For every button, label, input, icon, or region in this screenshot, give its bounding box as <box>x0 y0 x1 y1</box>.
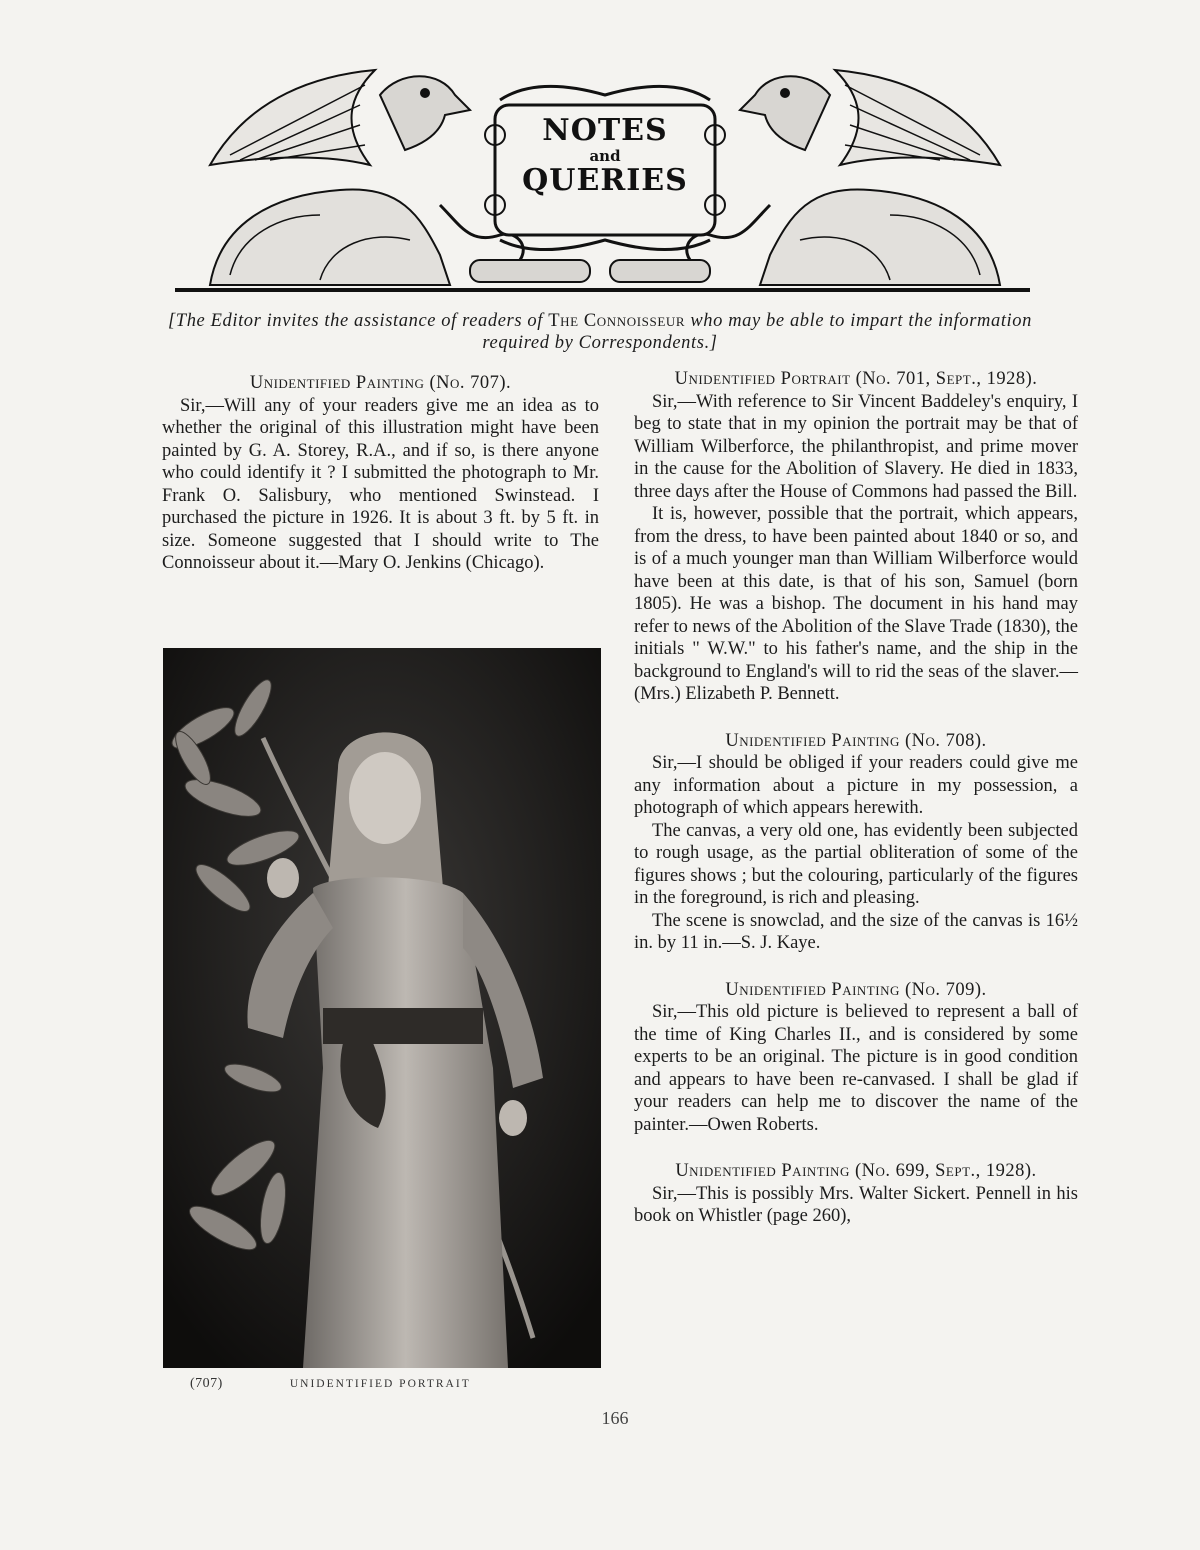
query-699-paragraph: Sir,—This is possibly Mrs. Walter Sickert. Pennell in his book on Whistler (page 260), <box>634 1183 1078 1226</box>
query-708-paragraph-3: The scene is snowclad, and the size of the canvas is 16½ in. by 11 in.—S. J. Kaye. <box>634 910 1078 953</box>
right-column <box>634 368 1078 1228</box>
query-701-heading: Unidentified Portrait (No. 701, Sept., 1928). <box>674 369 1038 389</box>
query-701-paragraph-2: It is, however, possible that the portrait, which appears, from the dress, to have been painted about 1840 or so, and is of a much younger man than William Wilberforce would have been at this date, is that of his son, Samuel (born 1805). He was a bishop. The document in his hand may refer to news of the Abolition of the Slave Trade (1830), the initials " W.W." to his father's name, and the ship in the background to England's will to rid the seas of the slaver.—(Mrs.) Elizabeth P. Bennett. <box>634 504 1078 704</box>
portrait-girl-image <box>163 648 601 1368</box>
notes-and-queries-header <box>170 55 1040 305</box>
figure-number: (707) <box>190 1376 223 1391</box>
editor-intro <box>160 310 1040 354</box>
banner-queries: QUERIES <box>522 163 688 198</box>
banner-title <box>500 115 710 197</box>
banner-and: and <box>589 147 621 165</box>
banner-notes: NOTES <box>542 113 668 148</box>
figure-caption-text: UNIDENTIFIED PORTRAIT <box>289 1378 471 1390</box>
query-708-heading: Unidentified Painting (No. 708). <box>725 730 987 751</box>
query-708-paragraph-1: Sir,—I should be obliged if your readers could give me any information about a picture in my possession, a photograph of which appears herewith. <box>634 753 1078 818</box>
figure-caption <box>190 1376 471 1392</box>
page-number: 166 <box>601 1408 629 1428</box>
query-709-paragraph: Sir,—This old picture is believed to represent a ball of the time of King Charles II., and is considered by some experts to be an original. The picture is in good condition and appears to have been re-canvased. I shall be glad if your readers can help me to discover the name of the painter.—Owen Roberts. <box>634 1002 1078 1135</box>
query-707-heading: Unidentified Painting (No. 707). <box>249 373 512 393</box>
intro-part2: who may be able to impart the information required by Correspondents.] <box>482 311 1032 353</box>
left-column <box>162 372 599 575</box>
intro-part1: [The Editor invites the assistance of readers of <box>168 311 549 331</box>
query-709-heading: Unidentified Painting (No. 709). <box>725 979 987 1000</box>
query-699-heading: Unidentified Painting (No. 699, Sept., 1928). <box>675 1161 1037 1181</box>
query-708-paragraph-2: The canvas, a very old one, has evidently been subjected to rough usage, as the partial obliteration of some of the figures shows ; but the colouring, particularly of the figures in the foreground, is rich and pleasing. <box>634 820 1078 908</box>
unidentified-portrait-photo <box>163 648 601 1368</box>
query-707-body: Sir,—Will any of your readers give me an idea as to whether the original of this illustration might have been painted by G. A. Storey, R.A., and if so, is there anyone who could identify it ? I submitted the photograph to Mr. Frank O. Salisbury, who mentioned Swinstead. I purchased the picture in 1926. It is about 3 ft. by 5 ft. in size. Someone suggested that I should write to The Connoisseur about it.—Mary O. Jenkins (Chicago). <box>162 395 599 573</box>
query-701-paragraph-1: Sir,—With reference to Sir Vincent Baddeley's enquiry, I beg to state that in my opinion the portrait may be that of William Wilberforce, the philanthropist, and prime mover in the cause for the Abolition of Slavery. He died in 1833, three days after the House of Commons had passed the Bill. <box>634 391 1078 502</box>
intro-magazine: The Connoisseur <box>548 311 686 331</box>
